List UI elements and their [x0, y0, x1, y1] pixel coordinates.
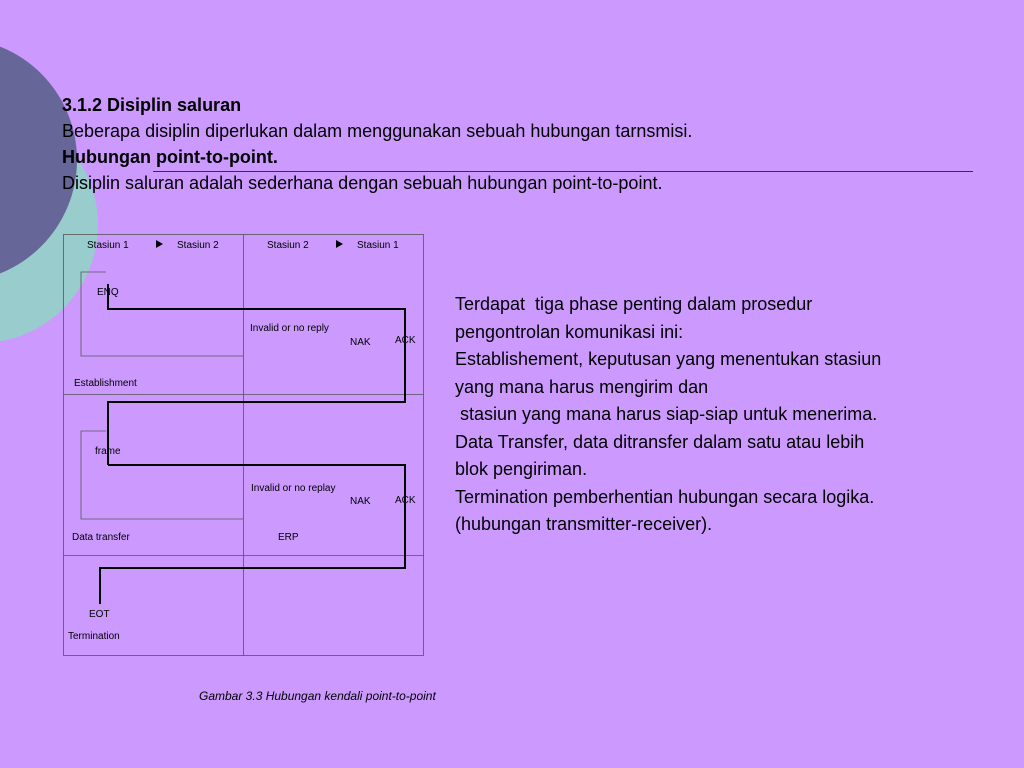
phases-line: blok pengiriman. — [455, 459, 588, 479]
figure-caption: Gambar 3.3 Hubungan kendali point-to-point — [199, 689, 436, 703]
phases-line: Establishement, keputusan yang menentukan stasiun — [455, 349, 882, 369]
phases-line: stasiun yang mana harus siap-siap untuk menerima. — [455, 404, 878, 424]
station-left-from: Stasiun 1 — [87, 240, 129, 251]
station-right-to: Stasiun 1 — [357, 240, 399, 251]
establishment-return-line — [108, 366, 405, 465]
point-to-point-diagram — [60, 232, 440, 672]
phases-line: (hubungan transmitter-receiver). — [455, 514, 713, 534]
frame-label: frame — [95, 446, 121, 457]
subheading: Hubungan point-to-point. — [62, 147, 278, 167]
intro-text: Beberapa disiplin diperlukan dalam menggunakan sebuah hubungan tarnsmisi. — [62, 121, 693, 141]
header-text-block — [62, 92, 692, 196]
ack-label: ACK — [395, 335, 416, 346]
phases-line: yang mana harus mengirim dan — [455, 376, 709, 397]
termination-label: Termination — [68, 631, 120, 642]
section-heading: 3.1.2 Disiplin saluran — [62, 95, 242, 115]
phases-line: Terdapat tiga phase penting dalam prosedur — [455, 294, 813, 314]
data-transfer-label: Data transfer — [72, 532, 130, 543]
erp-label: ERP — [278, 532, 299, 543]
transfer-timeout-bracket — [81, 431, 243, 519]
nak-label-2: NAK — [350, 496, 371, 507]
enq-label: ENQ — [97, 287, 119, 298]
phases-description — [455, 291, 1015, 539]
underline-rule — [153, 171, 973, 172]
phases-line: pengontrolan komunikasi ini: — [455, 321, 684, 342]
arrow-right-icon — [156, 240, 163, 248]
establishment-timeout-bracket — [81, 272, 243, 356]
phases-line: Termination pemberhentian hubungan secara logika. — [455, 486, 875, 507]
invalid-replay-label: Invalid or no replay — [251, 483, 336, 494]
nak-label: NAK — [350, 337, 371, 348]
description-text: Disiplin saluran adalah sederhana dengan sebuah hubungan point-to-point. — [62, 173, 663, 193]
invalid-reply-label: Invalid or no reply — [250, 323, 329, 334]
ack-label-2: ACK — [395, 495, 416, 506]
eot-label: EOT — [89, 609, 110, 620]
station-left-to: Stasiun 2 — [177, 240, 219, 251]
establishment-label: Establishment — [74, 378, 137, 389]
station-right-from: Stasiun 2 — [267, 240, 309, 251]
phases-line: Data Transfer, data ditransfer dalam satu atau lebih — [455, 431, 865, 452]
arrow-right-icon — [336, 240, 343, 248]
